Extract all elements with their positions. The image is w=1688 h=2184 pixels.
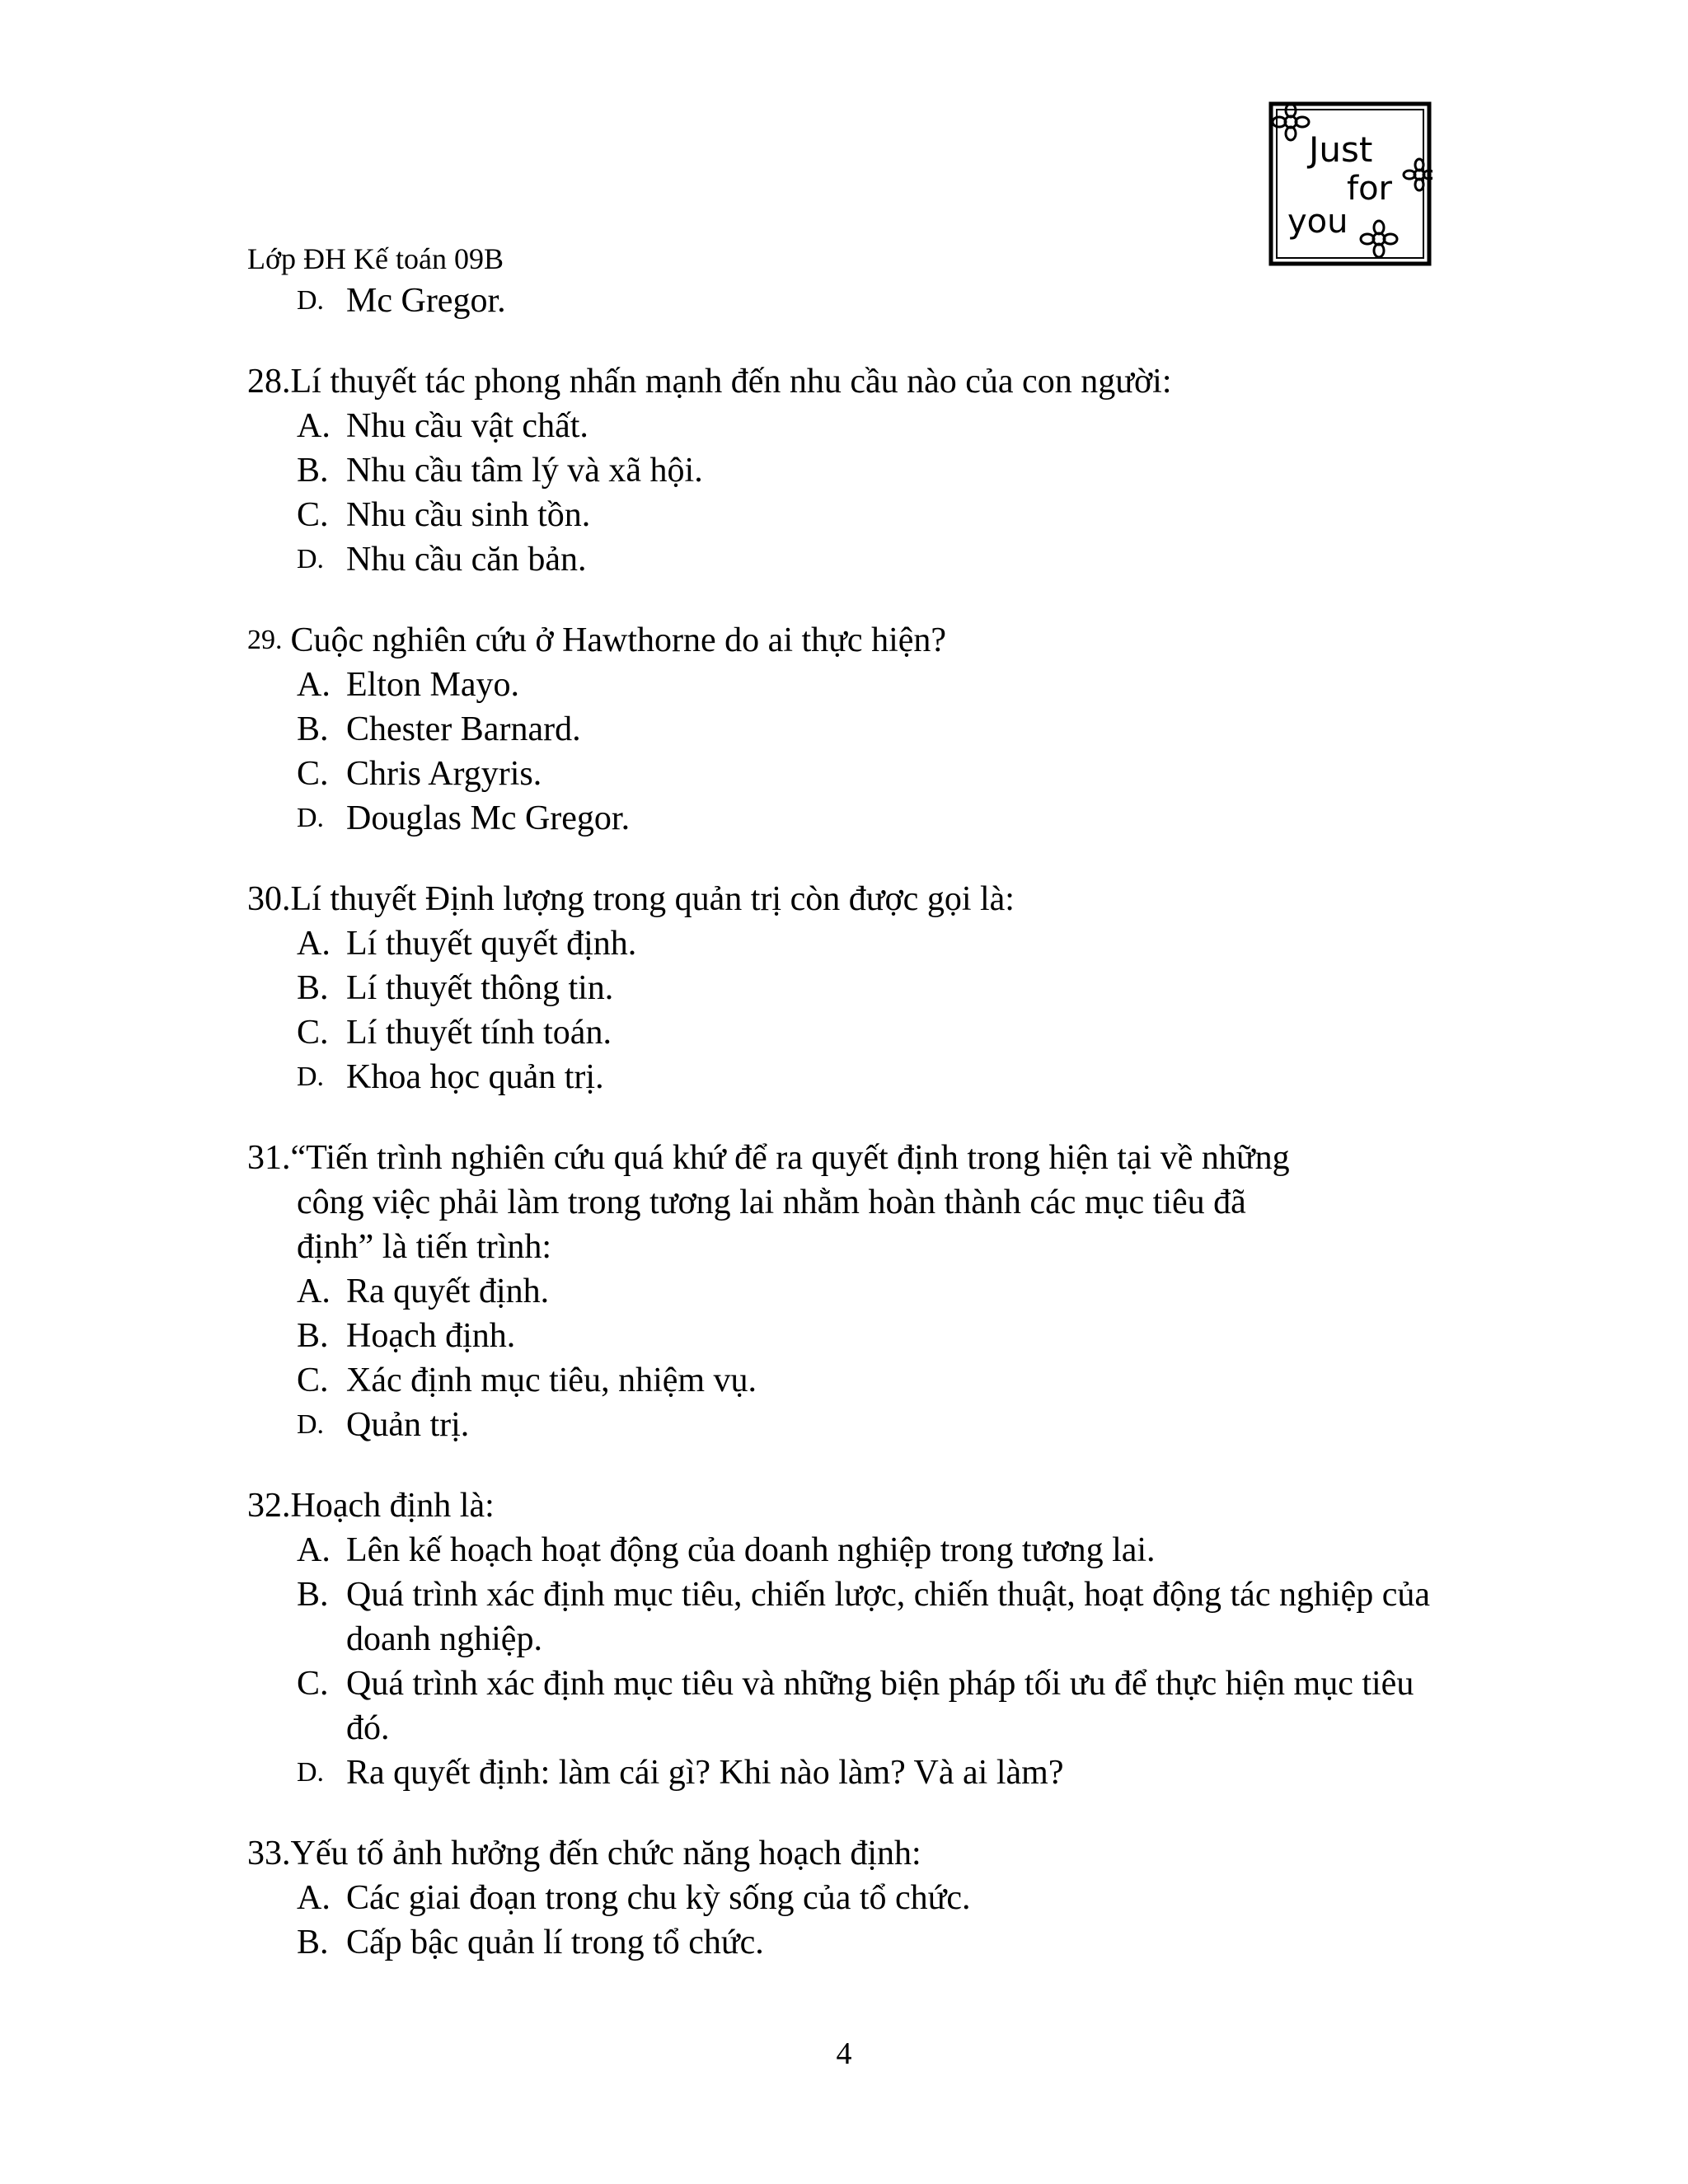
option-b [247, 1572, 1442, 1661]
option-letter: C. [297, 1014, 329, 1052]
question-number: 33. [247, 1835, 291, 1872]
option-c [247, 1661, 1442, 1750]
option-d [247, 1403, 1442, 1447]
question-list [247, 279, 1442, 1965]
option-letter: B. [297, 969, 329, 1007]
question-text-continued: công việc phải làm trong tương lai nhằm hoàn thành các mục tiêu đã [297, 1183, 1246, 1221]
question-text: Lí thuyết Định lượng trong quản trị còn được gọi là: [290, 880, 1015, 918]
option-text: Mc Gregor. [346, 282, 506, 320]
just-for-you-logo [1268, 101, 1432, 267]
option-a [247, 663, 1442, 707]
question-line [247, 618, 1442, 663]
option-a [247, 1876, 1442, 1920]
svg-text:you: you [1287, 203, 1348, 241]
option-text: Lên kế hoạch hoạt động của doanh nghiệp trong tương lai. [346, 1531, 1156, 1569]
option-text: Lí thuyết quyết định. [346, 925, 637, 963]
option-b [247, 707, 1442, 752]
question-text: “Tiến trình nghiên cứu quá khứ để ra quyết định trong hiện tại về những [290, 1139, 1290, 1177]
option-letter: A. [297, 1272, 331, 1310]
option-letter: A. [297, 1531, 331, 1569]
option-letter: B. [297, 710, 329, 748]
class-label: Lớp ĐH Kế toán 09B [247, 242, 504, 275]
option-text: Cấp bậc quản lí trong tổ chức. [346, 1924, 764, 1961]
option-d-previous [247, 279, 1442, 323]
option-text: Nhu cầu căn bản. [346, 541, 587, 579]
option-text: Ra quyết định. [346, 1272, 550, 1310]
question-32 [247, 1483, 1442, 1795]
page-number: 4 [836, 2036, 852, 2071]
svg-text:Just: Just [1309, 129, 1373, 170]
option-c [247, 1358, 1442, 1403]
option-text: Nhu cầu sinh tồn. [346, 496, 591, 534]
option-letter: D. [297, 803, 325, 833]
question-number: 31. [247, 1139, 291, 1177]
question-30 [247, 877, 1442, 1099]
option-a [247, 1528, 1442, 1572]
option-text: Xác định mục tiêu, nhiệm vụ. [346, 1361, 757, 1399]
option-d [247, 1750, 1442, 1795]
question-28 [247, 359, 1442, 582]
option-text: Lí thuyết tính toán. [346, 1014, 612, 1052]
option-letter: C. [297, 1665, 329, 1703]
option-text: Các giai đoạn trong chu kỳ sống của tổ chức. [346, 1879, 971, 1917]
option-letter: A. [297, 925, 331, 963]
flower-frame-icon [1268, 101, 1432, 267]
option-d [247, 537, 1442, 582]
question-line [247, 1136, 1442, 1180]
question-number: 28. [247, 363, 291, 401]
question-33 [247, 1831, 1442, 1965]
option-letter: A. [297, 1879, 331, 1917]
option-c [247, 1010, 1442, 1055]
option-text: Chris Argyris. [346, 755, 542, 793]
svg-text:for: for [1347, 170, 1392, 208]
option-letter: D. [297, 285, 325, 316]
question-number: 30. [247, 880, 291, 918]
option-text: Lí thuyết thông tin. [346, 969, 614, 1007]
option-b [247, 966, 1442, 1010]
option-b [247, 1920, 1442, 1965]
option-a [247, 404, 1442, 448]
question-number: 32. [247, 1487, 291, 1525]
option-text: Quản trị. [346, 1406, 470, 1444]
option-a [247, 1269, 1442, 1314]
option-letter: D. [297, 1062, 325, 1092]
option-letter: C. [297, 755, 329, 793]
option-d [247, 796, 1442, 841]
option-letter: B. [297, 1924, 329, 1961]
option-text: Hoạch định. [346, 1317, 516, 1355]
question-29 [247, 618, 1442, 841]
question-number: 29. [247, 625, 283, 655]
option-letter: D. [297, 544, 325, 574]
option-letter: B. [297, 452, 329, 490]
question-text: Lí thuyết tác phong nhấn mạnh đến nhu cầu nào của con người: [290, 363, 1172, 401]
option-b [247, 1314, 1442, 1358]
option-text: Quá trình xác định mục tiêu và những biện pháp tối ưu để thực hiện mục tiêu đó. [346, 1665, 1414, 1747]
question-line [247, 359, 1442, 404]
question-line [247, 877, 1442, 921]
option-text: Nhu cầu tâm lý và xã hội. [346, 452, 703, 490]
option-text: Chester Barnard. [346, 710, 581, 748]
option-text: Douglas Mc Gregor. [346, 799, 631, 837]
option-c [247, 493, 1442, 537]
option-letter: A. [297, 666, 331, 704]
option-text: Nhu cầu vật chất. [346, 407, 588, 445]
option-text: Khoa học quản trị. [346, 1058, 604, 1096]
question-31 [247, 1136, 1442, 1447]
option-letter: B. [297, 1317, 329, 1355]
option-c [247, 752, 1442, 796]
question-line [247, 1483, 1442, 1528]
option-a [247, 921, 1442, 966]
option-text: Ra quyết định: làm cái gì? Khi nào làm? Và ai làm? [346, 1754, 1064, 1792]
question-text-continued: định” là tiến trình: [297, 1228, 552, 1266]
option-letter: C. [297, 1361, 329, 1399]
option-text: Quá trình xác định mục tiêu, chiến lược, chiến thuật, hoạt động tác nghiệp của doanh nghiệp. [346, 1576, 1431, 1658]
option-letter: B. [297, 1576, 329, 1614]
option-d [247, 1055, 1442, 1099]
option-letter: D. [297, 1757, 325, 1788]
option-letter: D. [297, 1409, 325, 1440]
question-text: Hoạch định là: [290, 1487, 495, 1525]
option-b [247, 448, 1442, 493]
option-letter: A. [297, 407, 331, 445]
option-letter: C. [297, 496, 329, 534]
question-line [247, 1831, 1442, 1876]
question-text: Cuộc nghiên cứu ở Hawthorne do ai thực hiện? [290, 621, 947, 659]
option-text: Elton Mayo. [346, 666, 519, 704]
question-text: Yếu tố ảnh hưởng đến chức năng hoạch định: [290, 1835, 921, 1872]
